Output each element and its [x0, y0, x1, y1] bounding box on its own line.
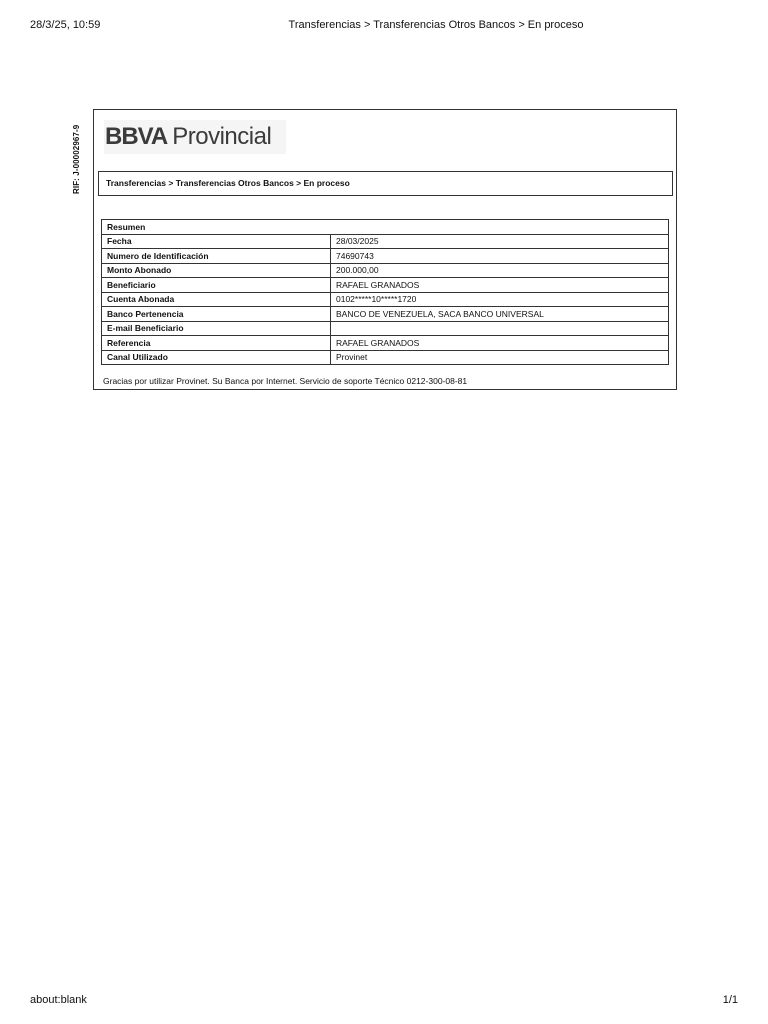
- print-url: about:blank: [30, 994, 87, 1006]
- row-label: Cuenta Abonada: [102, 292, 331, 307]
- row-label: Canal Utilizado: [102, 350, 331, 365]
- row-value: [331, 321, 669, 336]
- summary-header: Resumen: [102, 220, 669, 235]
- print-page-title: Transferencias > Transferencias Otros Bancos > En proceso: [288, 19, 584, 31]
- table-row: [102, 249, 669, 264]
- print-page-number: 1/1: [722, 994, 738, 1006]
- table-row: [102, 292, 669, 307]
- print-datetime: 28/3/25, 10:59: [30, 19, 101, 31]
- row-value: 28/03/2025: [331, 234, 669, 249]
- row-value: 74690743: [331, 249, 669, 264]
- table-row: [102, 234, 669, 249]
- summary-header-row: [102, 220, 669, 235]
- row-label: E-mail Beneficiario: [102, 321, 331, 336]
- row-label: Banco Pertenencia: [102, 307, 331, 322]
- table-row: [102, 350, 669, 365]
- support-note: Gracias por utilizar Provinet. Su Banca por Internet. Servicio de soporte Técnico 0212-300-08-81: [103, 376, 468, 386]
- summary-table: [101, 219, 669, 365]
- row-value: RAFAEL GRANADOS: [331, 336, 669, 351]
- table-row: [102, 307, 669, 322]
- table-row: [102, 336, 669, 351]
- row-value: BANCO DE VENEZUELA, SACA BANCO UNIVERSAL: [331, 307, 669, 322]
- row-value: 0102*****10*****1720: [331, 292, 669, 307]
- row-label: Referencia: [102, 336, 331, 351]
- row-label: Numero de Identificación: [102, 249, 331, 264]
- bbva-provincial-logo: [104, 120, 286, 154]
- breadcrumb: Transferencias > Transferencias Otros Bancos > En proceso: [98, 171, 673, 196]
- row-label: Monto Abonado: [102, 263, 331, 278]
- row-value: Provinet: [331, 350, 669, 365]
- rif-number: RIF: J-00002967-9: [72, 124, 81, 194]
- logo-brand: BBVA: [105, 123, 168, 150]
- row-label: Fecha: [102, 234, 331, 249]
- logo-name: Provincial: [172, 123, 272, 150]
- table-row: [102, 263, 669, 278]
- row-value: RAFAEL GRANADOS: [331, 278, 669, 293]
- table-row: [102, 321, 669, 336]
- row-value: 200.000,00: [331, 263, 669, 278]
- row-label: Beneficiario: [102, 278, 331, 293]
- table-row: [102, 278, 669, 293]
